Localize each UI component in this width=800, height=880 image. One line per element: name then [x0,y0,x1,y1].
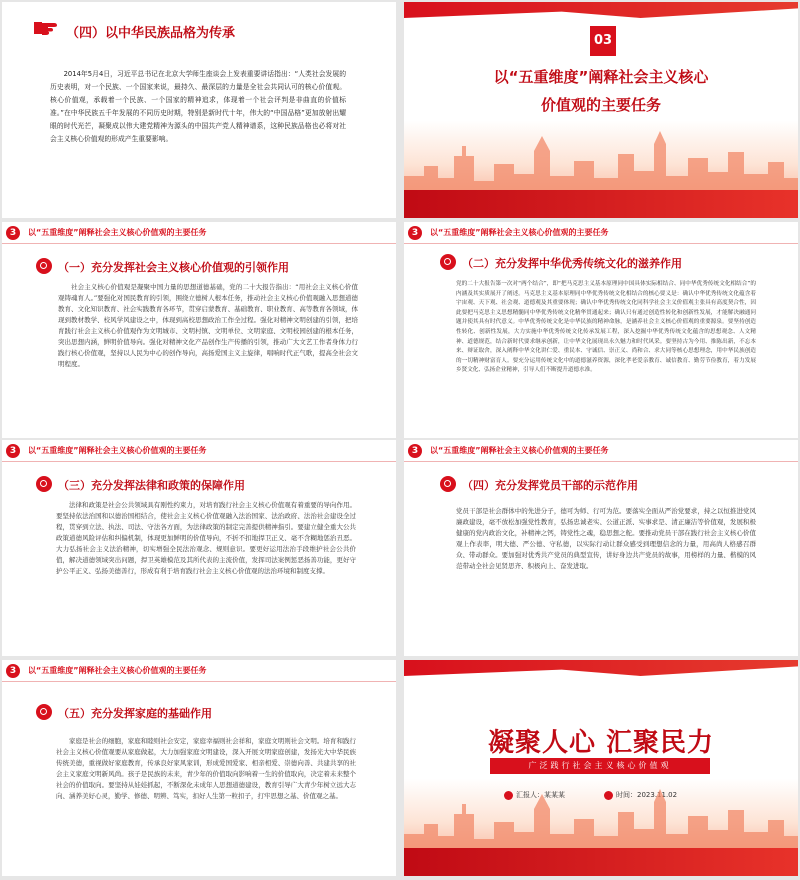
closing-subtitle: 广泛践行社会主义核心价值观 [490,758,710,774]
date-label: 时间：2023.11.02 [616,791,678,799]
header-divider [2,681,396,682]
header-divider [404,461,798,462]
slide-title: （四）以中华民族品格为传承 [66,26,236,41]
slide-header [2,660,396,682]
subsection-title: （二）充分发挥中华优秀传统文化的滋养作用 [462,257,682,270]
slide-header [404,222,798,244]
subsection-title: （三）充分发挥法律和政策的保障作用 [58,479,245,492]
slide-body-text: 党员干部是社会群体中的先进分子，德可为师、行可为范。要落实全面从严治党要求，持之以恒推进党风廉政建设，毫不放松加强党性教育，弘扬忠诚老实、公道正派、实事求是、清正廉洁等价值观，发展积极健康的党内政治文化，补精神之钙，铸党性之魂，稳思想之舵。要推动党员干部在践行社会主义核心价值观上作表率，明大德、严公德、守私德，以实际行动让群众感受到理想信念的力量，用高尚人格感召群众、带动群众。要加强对优秀共产党员的典型宣传，讲好身边共产党员的故事，用榜样的力量、楷模的风范带动全社会见贤思齐、积极向上、奋发进取。 [456,507,756,570]
section-number: 3 [6,664,20,678]
closing-title: 凝聚人心 汇聚民力 [487,728,715,758]
header-title: 以“五重维度”阐释社会主义核心价值观的主要任务 [430,228,609,237]
slide-5[interactable] [2,440,396,656]
slide-6[interactable] [404,440,798,656]
slide-body-text: 法律和政策是社会公共领域具有刚性约束力，对培育践行社会主义核心价值观有着重要的导向作用。要坚持依法治国和以德治国相结合，使社会主义核心价值观融入法治国家、法治政府、法治社会建设全过程，贯穿到立法、执法、司法、守法各方面，为法律政策的制定完善提供精神指引。要建立健全重大公共政策道德风险评估和纠偏机制，体现更加鲜明的价值导向，不折不扣地捍卫正义、毫不含糊地惩治丑恶。大力弘扬社会主义法治精神，切实增强全民法治观念、规则意识。要更好运用法治手段维护社会公共价值，解决道德领域突出问题，捍卫英雄模范及其所代表的主流价值，发挥司法案例惩恶扬善功能，更好守护公平正义、弘扬美德善行，形成有利于培育践行社会主义核心价值观的法治环境和制度支撑。 [56,501,356,575]
slide-2-section-cover[interactable] [404,2,798,218]
cover-title-line-1: 以“五重维度”阐释社会主义核心 [493,68,709,86]
slide-header [2,222,396,244]
slide-body-text: 家庭是社会的细胞，家庭和睦则社会安定，家庭幸福则社会祥和，家庭文明则社会文明。培育和践行社会主义核心价值观要从家庭做起，大力加强家庭文明建设，深入开展文明家庭创建，发扬光大中华民族传统美德，重视做好家庭教育，传承良好家风家训，形成爱国爱家、相亲相爱、崇德向善、共建共享的社会主义家庭文明新风尚。孩子是民族的未来，青少年的价值取向影响着一生的价值取向，决定着未来整个社会的价值取向。要坚持从娃娃抓起，不断深化未成年人思想道德建设，教育引导广大青少年树立远大志向、涵养美好心灵，勤学、修德、明辨、笃实，扣好人生第一粒扣子，打牢思想之基、价值观之基。 [56,737,356,800]
city-skyline-illustration [404,784,798,854]
slide-3[interactable] [2,222,396,438]
subsection-title: （五）充分发挥家庭的基础作用 [58,707,212,720]
reporter-label: 汇报人：某某某 [516,791,565,799]
header-title: 以“五重维度”阐释社会主义核心价值观的主要任务 [28,228,207,237]
section-number: 3 [408,444,422,458]
section-number: 3 [6,226,20,240]
slide-body-text: 社会主义核心价值观是凝聚中国力量的思想道德基础，党的二十大报告指出：“用社会主义核心价值观铸魂育人。”要强化对国民教育的引领，围绕立德树人根本任务，推动社会主义核心价值观融入思想道德教育、文化知识教育、社会实践教育各环节，贯穿启蒙教育、基础教育、职业教育、高等教育各领域，体现到教材教学、校风学风建设之中，体现到高校思想政治工作全过程。强化对精神文明创建的引领，把培育践行社会主义核心价值观作为文明城市、文明村镇、文明单位、文明家庭、文明校园创建的根本任务，突出思想内涵，鲜明价值导向。强化对精神文化产品创作生产传播的引领，推动广大文艺工作者身体力行践行核心价值观，坚持以人民为中心的创作导向，高扬爱国主义主旋律，唱响时代正气歌，提高全社会文明程度。 [58,283,358,368]
section-badge: 03 [590,26,616,56]
header-divider [2,461,396,462]
search-icon [440,476,456,492]
slide-body-text: 党的二十大报告第一次对“两个结合”，即“把马克思主义基本原理同中国具体实际相结合、同中华优秀传统文化相结合”的内涵及其实质展开了阐述。马克思主义基本原理同中华优秀传统文化相结合的核心要义是：确认中华优秀传统文化蕴含着宇宙观、天下观、社会观、道德观及其重要体现；确认中华优秀传统文化同科学社会主义价值观主张具有高度契合性，因此要把马克思主义思想精髓同中华优秀传统文化精华贯通起来；确认只有通过创造性转化和创新性发展，才能解决融通问题并使其具有时代意义。中华优秀传统文化是中华民族的精神命脉，是涵养社会主义核心价值观的重要源泉。要坚持创造性转化、创新性发展，大力实施中华优秀传统文化传承发展工程，深入挖掘中华优秀传统文化蕴含的思想观念、人文精神、道德规范，结合新时代要求继承创新，让中华文化展现出永久魅力和时代风采。要坚持古为今用、推陈出新，不忘本来、辩证取舍，深入阐释中华文化讲仁爱、重民本、守诚信、崇正义、尚和合、求大同等核心思想理念，用中华民族创造的一切精神财富育人。要充分运用传统文化中的道德滋养资源，深化孝老爱亲教育、诚信教育、勤劳节俭教育，着力发展乡贤文化、弘扬企业精神，引导人们不断提升道德水准。 [456,281,756,374]
subsection-title: （四）充分发挥党员干部的示范作用 [462,479,638,492]
slide-8-closing[interactable] [404,660,798,876]
header-title: 以“五重维度”阐释社会主义核心价值观的主要任务 [28,446,207,455]
pointing-hand-icon [34,20,58,36]
header-divider [404,243,798,244]
search-icon [36,704,52,720]
bottom-band [404,848,798,876]
subsection-title: （一）充分发挥社会主义核心价值观的引领作用 [58,261,289,274]
slide-header [404,440,798,462]
search-icon [36,476,52,492]
slide-7[interactable] [2,660,396,876]
slide-4[interactable] [404,222,798,438]
header-title: 以“五重维度”阐释社会主义核心价值观的主要任务 [28,666,207,675]
slide-1[interactable] [2,2,396,218]
city-skyline-illustration [404,126,798,196]
cover-title-line-2: 价值观的主要任务 [540,96,661,114]
bottom-band [404,190,798,218]
header-title: 以“五重维度”阐释社会主义核心价值观的主要任务 [430,446,609,455]
search-icon [440,254,456,270]
header-divider [2,243,396,244]
section-number: 3 [408,226,422,240]
slide-header [2,440,396,462]
search-icon [36,258,52,274]
section-number: 3 [6,444,20,458]
slide-body-text: 2014年5月4日，习近平总书记在北京大学师生座谈会上发表重要讲话指出：“人类社会发展的历史表明，对一个民族、一个国家来说，最持久、最深层的力量是全社会共同认可的核心价值观。核心价值观，承载着一个民族、一个国家的精神追求，体现着一个社会评判是非曲直的价值标准。”在中华民族五千年发展的不同历史时期，特别是新时代十年，伟大的“中国品格”更加放射出耀眼的时代光芒，凝聚成以伟大建党精神为源头的中国共产党人精神谱系，这种民族品格也必将对社会主义核心价值观的形成产生重要影响。 [50,70,346,143]
